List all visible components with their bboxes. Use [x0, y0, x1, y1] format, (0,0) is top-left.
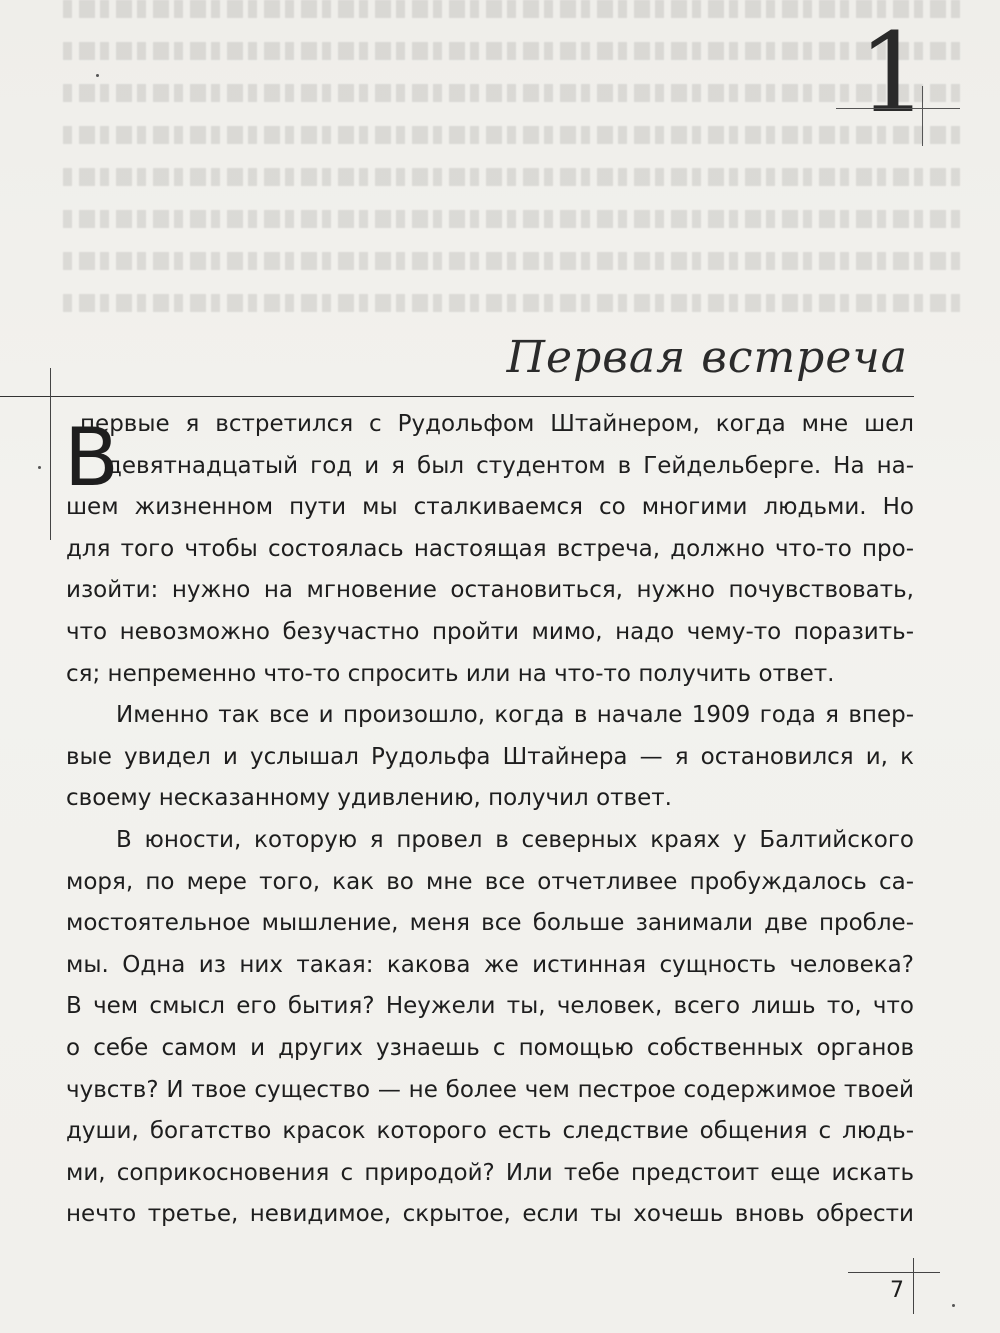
- text-line: ми, соприкосновения с природой? Или тебе предстоит еще искать: [66, 1159, 914, 1186]
- text-line: что невозможно безучастно пройти мимо, надо чему-то поразить-: [66, 618, 914, 645]
- text-line: мы. Одна из них такая: какова же истинная сущность человека?: [66, 951, 914, 978]
- text-line: для того чтобы состоялась настоящая встреча, должно что-то про-: [66, 535, 914, 562]
- text-line: В юности, которую я провел в северных краях у Балтийского: [116, 826, 914, 853]
- text-line: вые увидел и услышал Рудольфа Штайнера — я остановился и, к: [66, 743, 914, 770]
- text-line: В чем смысл его бытия? Неужели ты, человек, всего лишь то, что: [66, 993, 914, 1020]
- section-title: Первая встреча: [506, 332, 908, 383]
- chapter-rule-vertical: [922, 86, 923, 146]
- folio-rule-vertical: [913, 1258, 914, 1314]
- text-line: нечто третье, невидимое, скрытое, если ты хочешь вновь обрести: [66, 1201, 914, 1228]
- section-rule-horizontal: [0, 396, 914, 397]
- text-line: изойти: нужно на мгновение остановиться, нужно почувствовать,: [66, 577, 914, 604]
- reverse-side-bleed-through: [60, 0, 960, 360]
- text-line: моря, по мере того, как во мне все отчетливее пробуждалось са-: [66, 868, 914, 895]
- drop-cap: В: [64, 411, 119, 504]
- text-line: девятнадцатый год и я был студентом в Гейдельберге. На на-: [106, 452, 914, 479]
- stray-mark: [38, 466, 41, 469]
- text-line: чувств? И твое существо — не более чем пестрое содержимое твоей: [66, 1076, 914, 1103]
- section-rule-vertical: [50, 368, 51, 540]
- chapter-number: 1: [858, 9, 928, 137]
- text-line: своему несказанному удивлению, получил ответ.: [66, 785, 672, 812]
- text-line: мостоятельное мышление, меня все больше занимали две пробле-: [66, 910, 914, 937]
- text-line: шем жизненном пути мы сталкиваемся со многими людьми. Но: [66, 494, 914, 521]
- stray-mark: [952, 1304, 955, 1307]
- text-line: ся; непременно что-то спросить или на что-то получить ответ.: [66, 660, 835, 687]
- text-line: души, богатство красок которого есть следствие общения с людь-: [66, 1118, 914, 1145]
- body-text: [66, 404, 914, 1236]
- chapter-rule-horizontal: [836, 108, 960, 109]
- text-line: о себе самом и других узнаешь с помощью собственных органов: [66, 1034, 914, 1061]
- page-number: 7: [890, 1278, 904, 1303]
- stray-mark: [96, 74, 99, 77]
- text-line: Именно так все и произошло, когда в начале 1909 года я впер-: [116, 702, 914, 729]
- text-line: первые я встретился с Рудольфом Штайнером, когда мне шел: [80, 411, 914, 437]
- folio-rule-horizontal: [848, 1272, 940, 1273]
